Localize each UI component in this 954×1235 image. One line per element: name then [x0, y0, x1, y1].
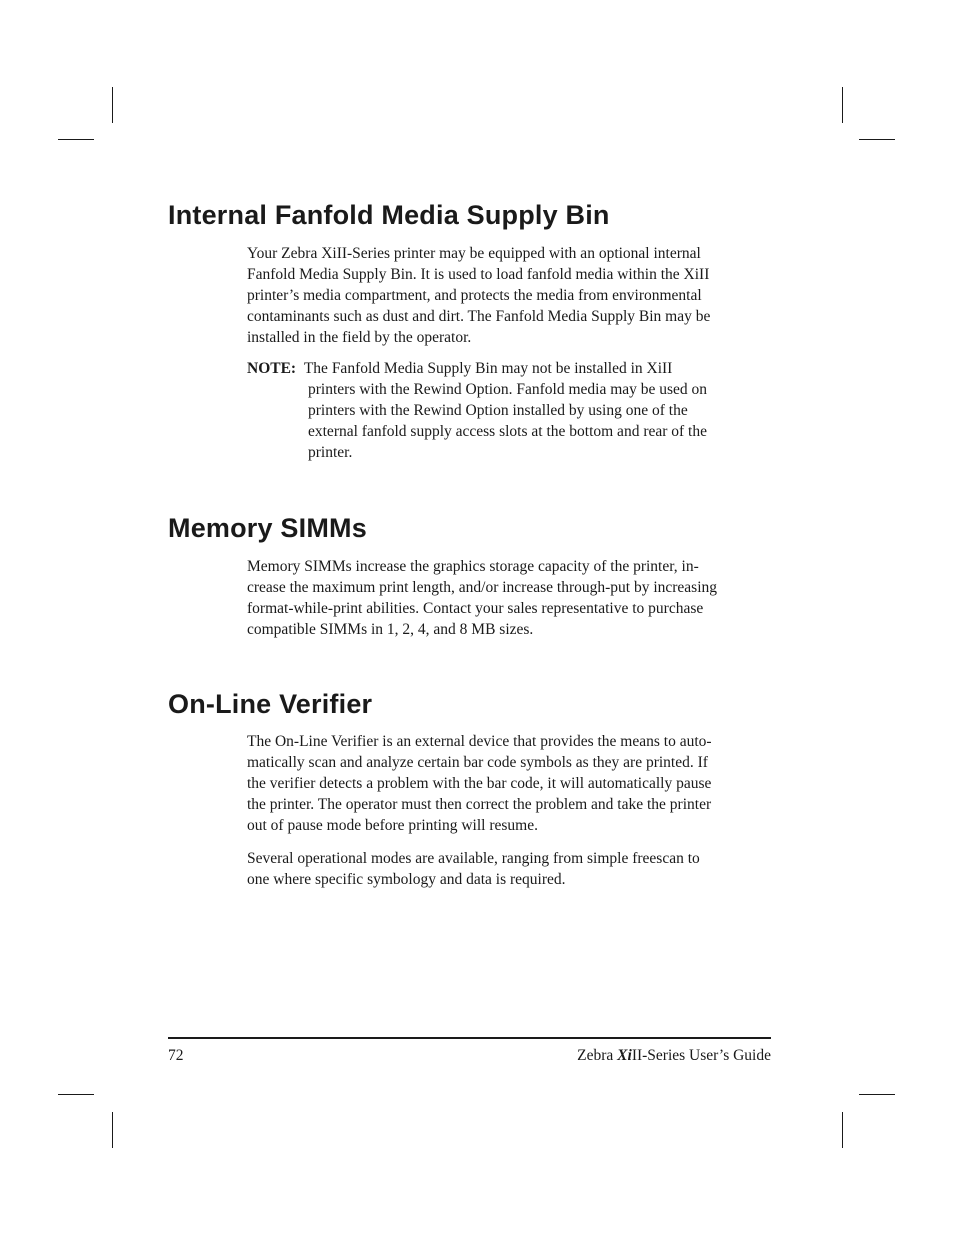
paragraph-line: the verifier detects a problem with the bar code, it will automatically pause: [247, 775, 712, 792]
note-line: printers with the Rewind Option. Fanfold media may be used on: [308, 381, 708, 398]
paragraph-line: crease the maximum print length, and/or increase through-put by increasing: [247, 579, 718, 596]
note-line: The Fanfold Media Supply Bin may not be installed in XiII: [303, 360, 673, 377]
note-line: printers with the Rewind Option installed by using one of the: [308, 402, 688, 419]
paragraph-line: Your Zebra XiII-Series printer may be equipped with an optional internal: [247, 245, 701, 262]
memory-simms-paragraph: [247, 556, 772, 640]
section-heading-online-verifier: On-Line Verifier: [168, 689, 373, 719]
crop-mark-top-right-vertical: [842, 87, 843, 123]
crop-mark-top-left-vertical: [112, 87, 113, 123]
crop-mark-top-left-horizontal: [58, 139, 94, 140]
online-verifier-paragraph: [247, 731, 772, 836]
crop-mark-bottom-left-horizontal: [58, 1094, 94, 1095]
paragraph-line: one where specific symbology and data is required.: [247, 871, 566, 888]
fanfold-bin-paragraph: [247, 243, 772, 348]
page-number: 72: [168, 1047, 184, 1064]
section-heading-memory-simms: Memory SIMMs: [168, 513, 367, 543]
note-line: printer.: [308, 444, 353, 461]
paragraph-line: compatible SIMMs in 1, 2, 4, and 8 MB sizes.: [247, 621, 534, 638]
note-line: external fanfold supply access slots at the bottom and rear of the: [308, 423, 707, 440]
online-verifier-paragraph-2: [247, 848, 772, 890]
paragraph-line: out of pause mode before printing will resume.: [247, 817, 538, 834]
guide-title: [577, 1046, 771, 1066]
paragraph-line: format-while-print abilities. Contact your sales representative to purchase: [247, 600, 704, 617]
crop-mark-bottom-left-vertical: [112, 1112, 113, 1148]
guide-title-suffix: II-Series User’s Guide: [631, 1047, 771, 1064]
note-label: NOTE:: [247, 360, 297, 377]
guide-title-prefix: Zebra: [577, 1047, 618, 1064]
paragraph-line: The On-Line Verifier is an external device that provides the means to auto-: [247, 733, 712, 750]
paragraph-line: contaminants such as dust and dirt. The Fanfold Media Supply Bin may be: [247, 308, 711, 325]
paragraph-line: Several operational modes are available, ranging from simple freescan to: [247, 850, 700, 867]
crop-mark-bottom-right-horizontal: [859, 1094, 895, 1095]
guide-title-brand: Xi: [617, 1047, 632, 1064]
fanfold-bin-note: [247, 358, 772, 463]
crop-mark-top-right-horizontal: [859, 139, 895, 140]
crop-mark-bottom-right-vertical: [842, 1112, 843, 1148]
paragraph-line: installed in the field by the operator.: [247, 329, 472, 346]
paragraph-line: the printer. The operator must then correct the problem and take the printer: [247, 796, 712, 813]
note-first-line: [247, 358, 772, 379]
paragraph-line: Fanfold Media Supply Bin. It is used to load fanfold media within the XiII: [247, 266, 710, 283]
footer-rule: [168, 1037, 771, 1039]
paragraph-line: printer’s media compartment, and protects the media from environmental: [247, 287, 702, 304]
paragraph-line: Memory SIMMs increase the graphics storage capacity of the printer, in-: [247, 558, 699, 575]
paragraph-line: matically scan and analyze certain bar code symbols as they are printed. If: [247, 754, 708, 771]
section-heading-fanfold-bin: Internal Fanfold Media Supply Bin: [168, 200, 610, 230]
